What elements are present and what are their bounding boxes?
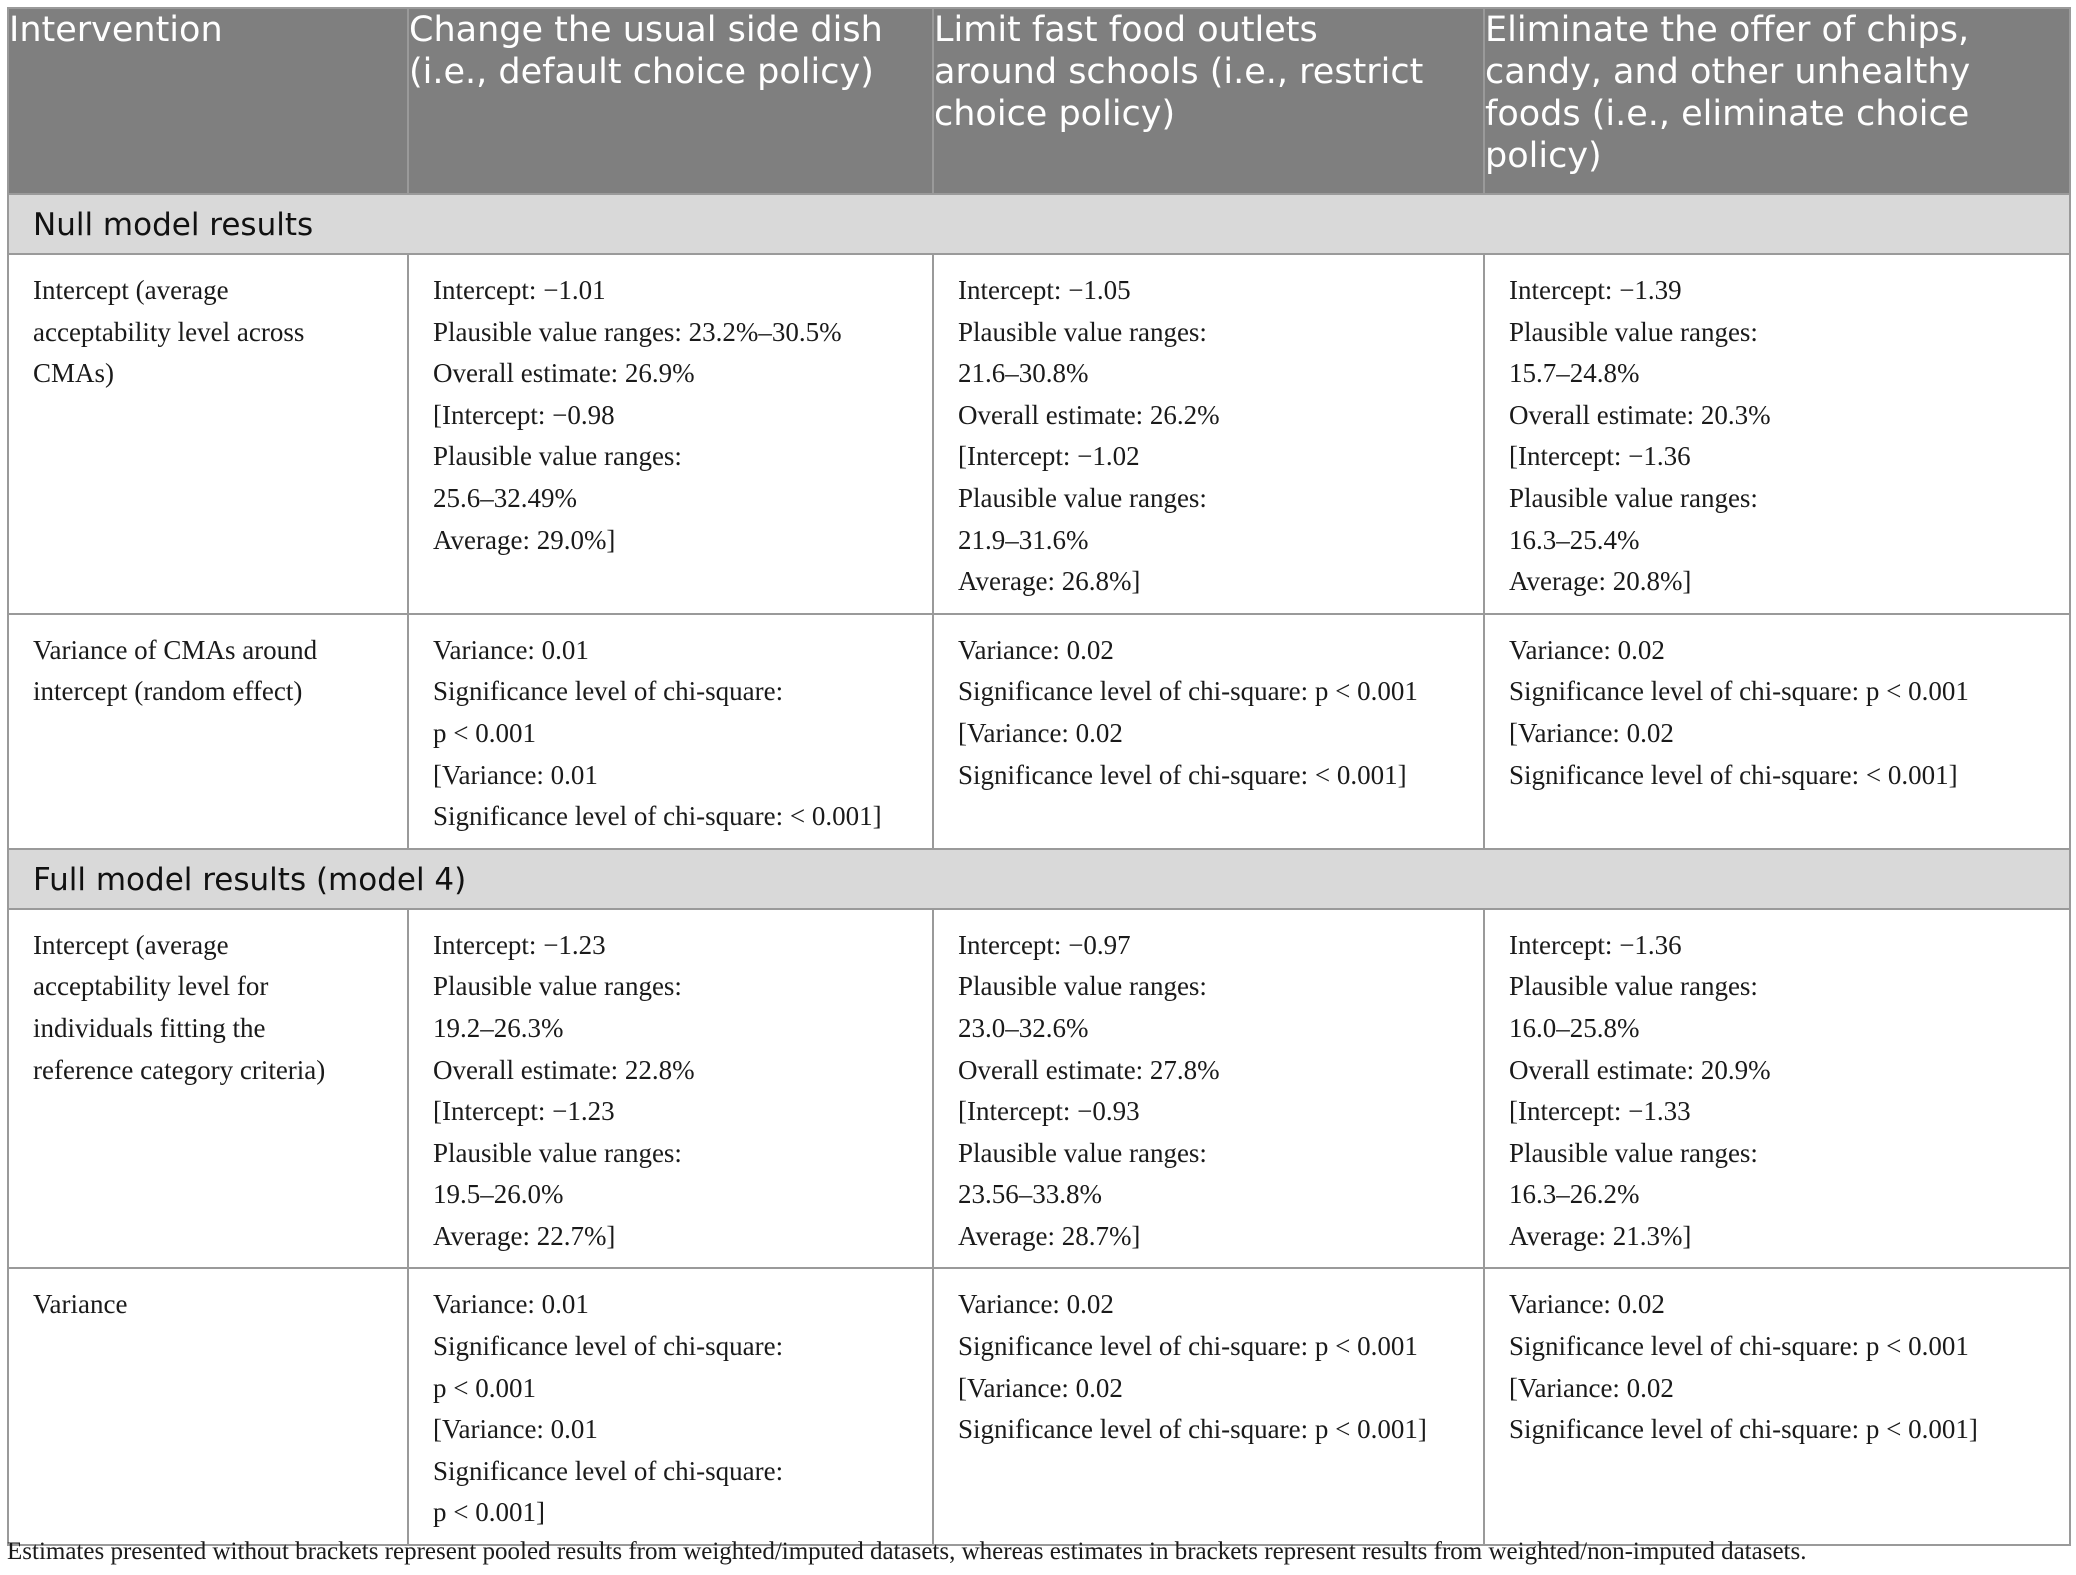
- header-row: [8, 8, 2070, 194]
- table-cell: Intercept: −0.97 Plausible value ranges: 23.0–32.6% Overall estimate: 27.8% [Intercept: −0.93 Plausible value ranges: 23.56–33.8% Average: 28.7%]: [933, 909, 1484, 1269]
- table-cell: Variance: 0.01 Significance level of chi-square: p < 0.001 [Variance: 0.01 Significance level of chi-square: p < 0.001]: [408, 1268, 933, 1545]
- row-label: Intercept (average acceptability level across CMAs): [8, 254, 408, 614]
- header-line: Limit fast food outlets: [934, 10, 1318, 50]
- header-intervention: Intervention: [8, 8, 408, 194]
- header-line: candy, and other unhealthy: [1485, 52, 1971, 92]
- table-row: [8, 1268, 2070, 1545]
- header-line: policy): [1485, 136, 1602, 176]
- header-line: Change the usual side dish: [409, 10, 883, 50]
- table-cell: Variance: 0.02 Significance level of chi-square: p < 0.001 [Variance: 0.02 Significance level of chi-square: < 0.001]: [933, 614, 1484, 849]
- section-title: Null model results: [8, 194, 2070, 254]
- row-label: Intercept (average acceptability level for individuals fitting the reference category criteria): [8, 909, 408, 1269]
- row-label: Variance: [8, 1268, 408, 1545]
- section-row-full-model: [8, 849, 2070, 909]
- table-cell: Variance: 0.02 Significance level of chi-square: p < 0.001 [Variance: 0.02 Significance level of chi-square: p < 0.001]: [1484, 1268, 2070, 1545]
- results-document: [7, 7, 2069, 1546]
- header-line: foods (i.e., eliminate choice: [1485, 94, 1970, 134]
- header-line: choice policy): [934, 94, 1176, 134]
- results-table: [7, 7, 2071, 1546]
- header-eliminate-choice: [1484, 8, 2070, 194]
- table-cell: Variance: 0.02 Significance level of chi-square: p < 0.001 [Variance: 0.02 Significance level of chi-square: < 0.001]: [1484, 614, 2070, 849]
- table-row: [8, 614, 2070, 849]
- section-row-null-model: [8, 194, 2070, 254]
- section-title: Full model results (model 4): [8, 849, 2070, 909]
- header-line: (i.e., default choice policy): [409, 52, 874, 92]
- table-footnote: Estimates presented without brackets represent pooled results from weighted/imputed datasets, whereas estimates in brackets represent results from weighted/non-imputed datasets.: [7, 1538, 1807, 1565]
- row-label: Variance of CMAs around intercept (random effect): [8, 614, 408, 849]
- header-restrict-choice: [933, 8, 1484, 194]
- table-cell: Intercept: −1.39 Plausible value ranges: 15.7–24.8% Overall estimate: 20.3% [Intercept: −1.36 Plausible value ranges: 16.3–25.4% Average: 20.8%]: [1484, 254, 2070, 614]
- header-line: Eliminate the offer of chips,: [1485, 10, 1970, 50]
- table-cell: Variance: 0.02 Significance level of chi-square: p < 0.001 [Variance: 0.02 Significance level of chi-square: p < 0.001]: [933, 1268, 1484, 1545]
- table-row: [8, 909, 2070, 1269]
- table-cell: Intercept: −1.01 Plausible value ranges: 23.2%–30.5% Overall estimate: 26.9% [Intercept: −0.98 Plausible value ranges: 25.6–32.49% Average: 29.0%]: [408, 254, 933, 614]
- table-cell: Variance: 0.01 Significance level of chi-square: p < 0.001 [Variance: 0.01 Significance level of chi-square: < 0.001]: [408, 614, 933, 849]
- table-cell: Intercept: −1.36 Plausible value ranges: 16.0–25.8% Overall estimate: 20.9% [Intercept: −1.33 Plausible value ranges: 16.3–26.2% Average: 21.3%]: [1484, 909, 2070, 1269]
- table-cell: Intercept: −1.05 Plausible value ranges: 21.6–30.8% Overall estimate: 26.2% [Intercept: −1.02 Plausible value ranges: 21.9–31.6% Average: 26.8%]: [933, 254, 1484, 614]
- header-default-choice: [408, 8, 933, 194]
- table-cell: Intercept: −1.23 Plausible value ranges: 19.2–26.3% Overall estimate: 22.8% [Intercept: −1.23 Plausible value ranges: 19.5–26.0% Average: 22.7%]: [408, 909, 933, 1269]
- header-line: around schools (i.e., restrict: [934, 52, 1424, 92]
- table-row: [8, 254, 2070, 614]
